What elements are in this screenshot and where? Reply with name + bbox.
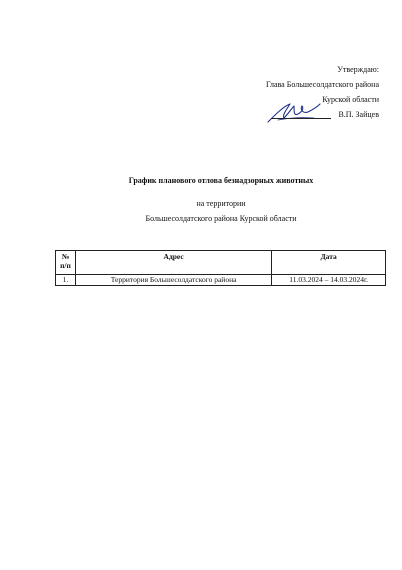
schedule-table (55, 250, 386, 286)
signature-row (179, 107, 379, 122)
approval-position: Глава Большесолдатского района (265, 80, 379, 89)
signature-line (271, 118, 331, 119)
header-num: № п/п (56, 251, 76, 275)
document-subtitle-line1: на территории (196, 199, 246, 208)
table-header-row (56, 251, 386, 275)
cell-num: 1. (56, 275, 76, 286)
document-title: График планового отлова безнадзорных животных (128, 176, 314, 185)
approval-heading: Утверждаю: (337, 65, 379, 74)
document-subtitle-line2: Большесолдатского района Курской области (145, 214, 297, 223)
header-address: Адрес (75, 251, 271, 275)
handwritten-signature (264, 100, 324, 124)
table-row (56, 275, 386, 286)
approval-region: Курской области (322, 95, 379, 104)
approval-block (179, 62, 379, 122)
signatory-name: В.П. Зайцев (338, 110, 379, 119)
cell-date: 11.03.2024 – 14.03.2024г. (272, 275, 386, 286)
cell-address: Территория Большесолдатского района (75, 275, 271, 286)
header-date: Дата (272, 251, 386, 275)
